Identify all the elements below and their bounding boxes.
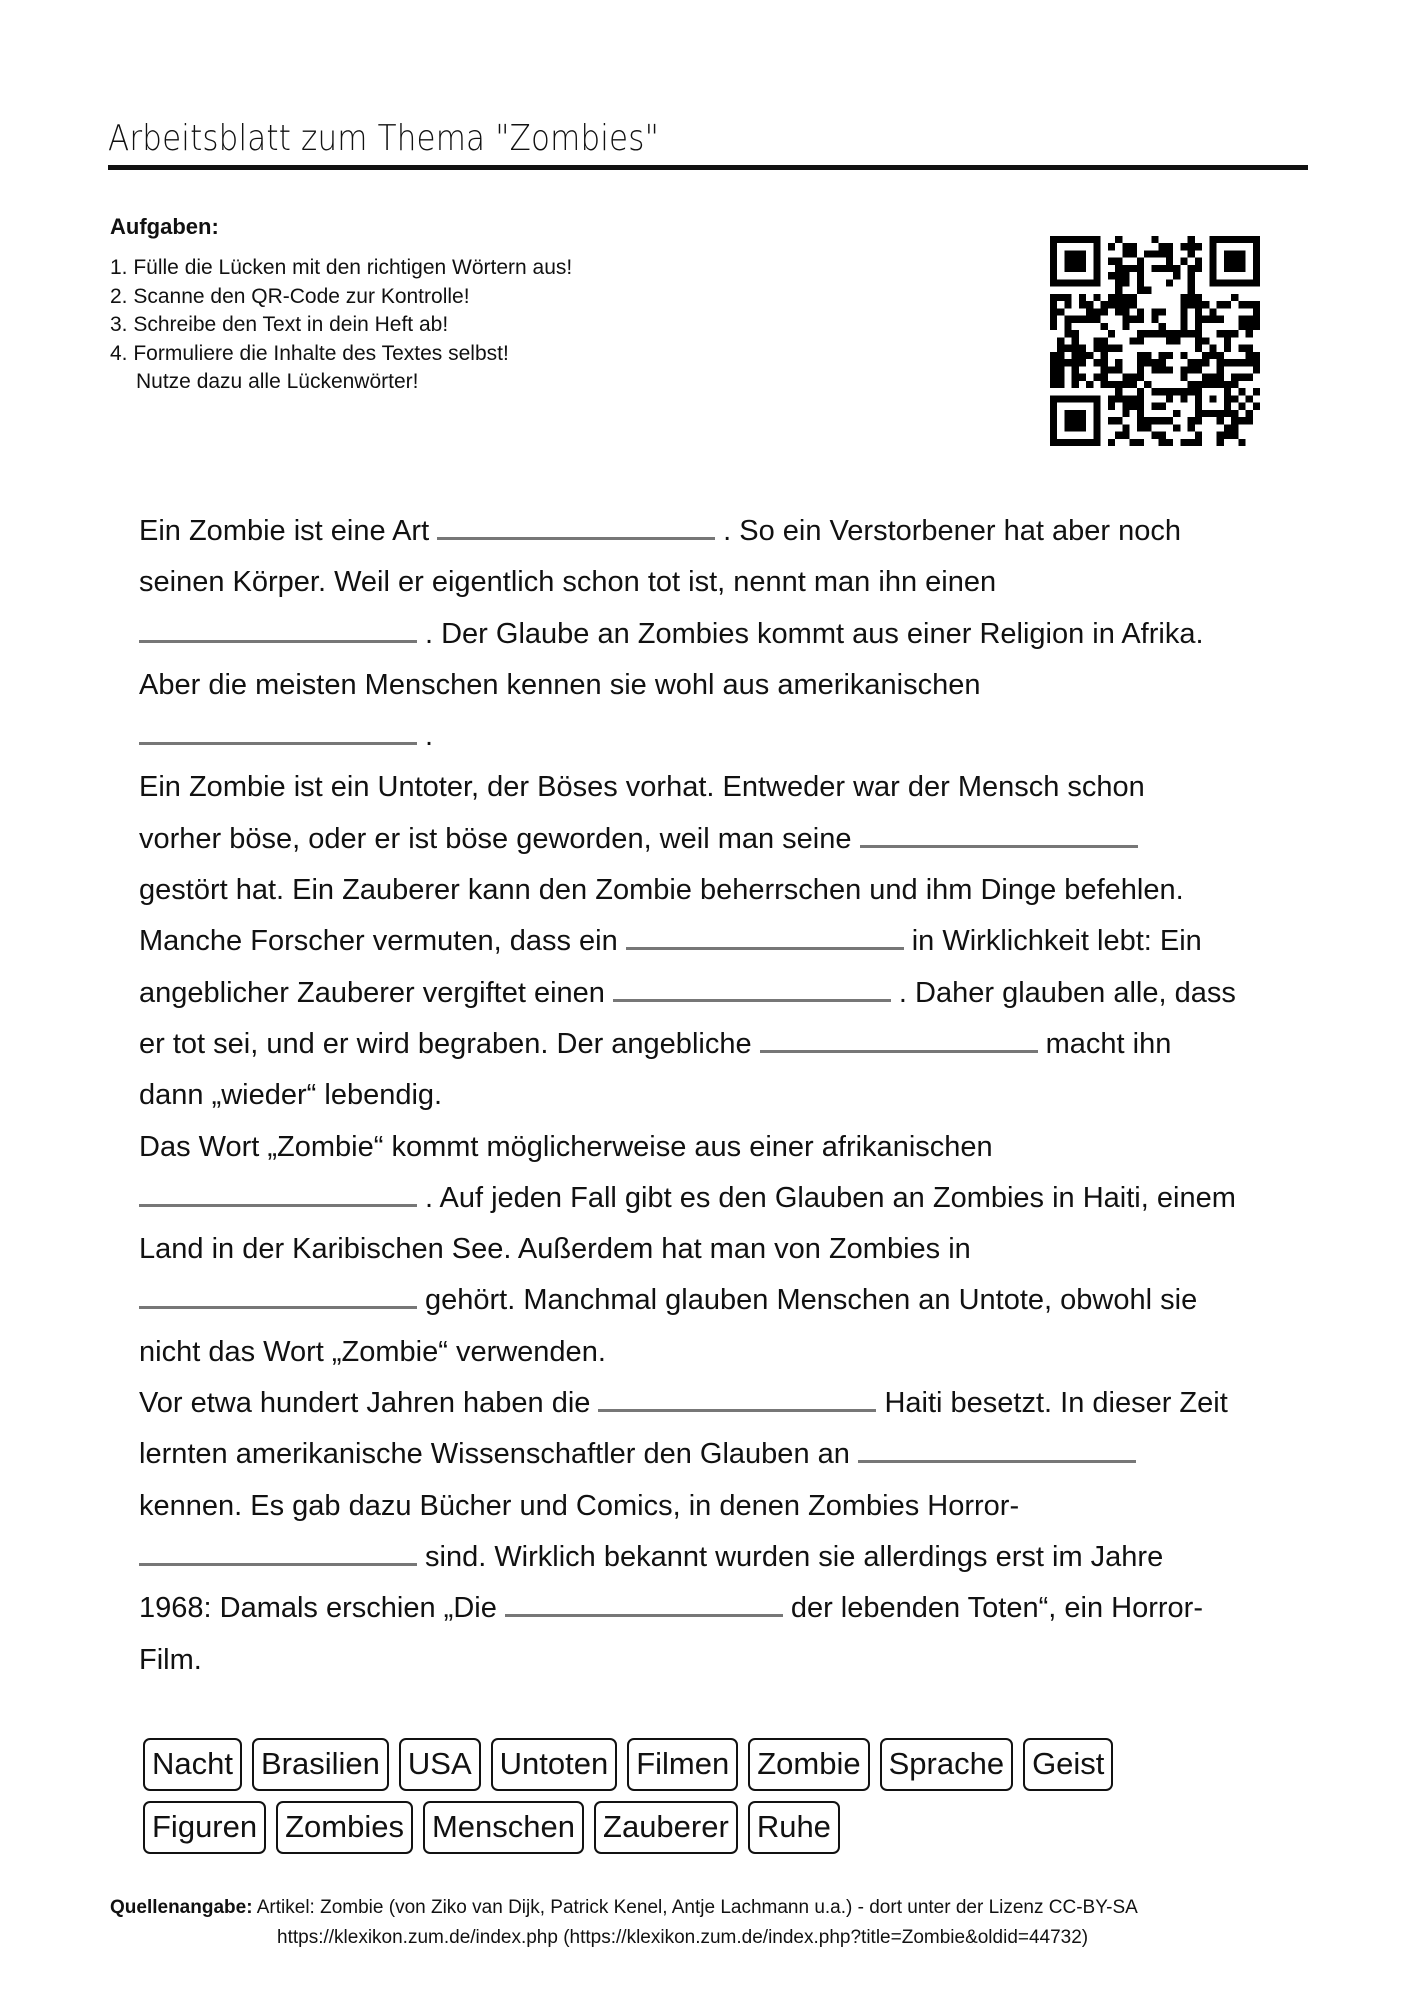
blank-gap[interactable] [139, 1305, 417, 1309]
text-segment: angeblicher Zauberer vergiftet einen [139, 976, 605, 1009]
word-chip[interactable]: Zombie [748, 1738, 869, 1791]
blank-gap[interactable] [626, 946, 904, 950]
text-segment: gehört. Manchmal glauben Menschen an Untote, obwohl sie [425, 1284, 1198, 1317]
text-segment: macht ihn [1045, 1027, 1172, 1060]
blank-gap[interactable] [860, 844, 1138, 848]
text-line [139, 814, 1319, 865]
text-segment: vorher böse, oder er ist böse geworden, weil man seine [139, 822, 852, 855]
task-item: 4. Formuliere die Inhalte des Textes selbst! [110, 341, 509, 365]
text-segment: in Wirklichkeit lebt: Ein [911, 925, 1202, 958]
text-segment: er tot sei, und er wird begraben. Der angebliche [139, 1027, 752, 1060]
text-segment: Land in der Karibischen See. Außerdem hat man von Zombies in [139, 1233, 971, 1266]
task-item: Nutze dazu alle Lückenwörter! [136, 370, 419, 393]
task-list [110, 254, 572, 397]
text-segment: der lebenden Toten“, ein Horror- [790, 1592, 1203, 1625]
word-chip[interactable]: Filmen [627, 1738, 738, 1791]
text-segment: Aber die meisten Menschen kennen sie wohl aus amerikanischen [139, 668, 981, 701]
word-bank [143, 1738, 1243, 1864]
text-line [139, 1481, 1319, 1532]
text-segment: Ein Zombie ist ein Untoter, der Böses vorhat. Entweder war der Mensch schon [139, 771, 1145, 804]
blank-gap[interactable] [437, 536, 715, 540]
word-chip[interactable]: Untoten [491, 1738, 618, 1791]
text-segment: lernten amerikanische Wissenschaftler den Glauben an [139, 1438, 850, 1471]
text-line [139, 660, 1319, 711]
blank-gap[interactable] [858, 1459, 1136, 1463]
text-segment: Film. [139, 1643, 202, 1676]
source-url[interactable]: https://klexikon.zum.de/index.php (https://klexikon.zum.de/index.php?title=Zombie&oldid=44732) [277, 1927, 1089, 1948]
page-title: Arbeitsblatt zum Thema "Zombies" [108, 118, 659, 159]
word-chip[interactable]: Zombies [276, 1801, 413, 1854]
word-chip[interactable]: USA [399, 1738, 481, 1791]
word-chip[interactable]: Menschen [423, 1801, 584, 1854]
word-chip[interactable]: Zauberer [594, 1801, 738, 1854]
blank-gap[interactable] [139, 639, 417, 643]
task-item: 2. Scanne den QR-Code zur Kontrolle! [110, 284, 470, 308]
text-line [139, 968, 1319, 1019]
text-segment: seinen Körper. Weil er eigentlich schon tot ist, nennt man ihn einen [139, 566, 997, 599]
word-chip[interactable]: Ruhe [748, 1801, 840, 1854]
text-line [139, 1173, 1319, 1224]
text-line [139, 1583, 1319, 1634]
word-chip[interactable]: Nacht [143, 1738, 242, 1791]
text-line [139, 1532, 1319, 1583]
text-segment: . So ein Verstorbener hat aber noch [723, 515, 1181, 547]
text-segment: nicht das Wort „Zombie“ verwenden. [139, 1335, 606, 1368]
text-line [139, 865, 1319, 916]
word-bank-row [143, 1738, 1243, 1791]
text-segment: . Daher glauben alle, dass [898, 976, 1236, 1009]
text-segment: gestört hat. Ein Zauberer kann den Zombie beherrschen und ihm Dinge befehlen. [139, 874, 1184, 907]
text-segment: Haiti besetzt. In dieser Zeit [884, 1387, 1228, 1420]
text-line [139, 762, 1319, 813]
blank-gap[interactable] [598, 1408, 876, 1412]
task-item: 1. Fülle die Lücken mit den richtigen Wörtern aus! [110, 256, 573, 279]
text-line [139, 1378, 1319, 1429]
text-line [139, 1429, 1319, 1480]
text-line [139, 1275, 1319, 1326]
blank-gap[interactable] [505, 1613, 783, 1617]
text-line [139, 557, 1319, 608]
word-bank-row [143, 1801, 1243, 1854]
blank-gap[interactable] [139, 1203, 417, 1207]
text-line [139, 711, 1319, 762]
word-chip[interactable]: Sprache [880, 1738, 1013, 1791]
qr-code[interactable] [1050, 236, 1260, 446]
blank-gap[interactable] [139, 1562, 417, 1566]
text-line [139, 1019, 1319, 1070]
text-line [139, 916, 1319, 967]
text-segment: . Der Glaube an Zombies kommt aus einer Religion in Afrika. [425, 617, 1204, 650]
text-segment: 1968: Damals erschien „Die [139, 1592, 497, 1625]
word-chip[interactable]: Figuren [143, 1801, 266, 1854]
text-segment: dann „wieder“ lebendig. [139, 1079, 443, 1112]
text-line [139, 1635, 1319, 1686]
text-line [139, 506, 1319, 557]
text-line [139, 1327, 1319, 1378]
task-item: 3. Schreibe den Text in dein Heft ab! [110, 313, 449, 336]
source-citation [110, 1893, 1138, 1953]
text-segment: Das Wort „Zombie“ kommt möglicherweise aus einer afrikanischen [139, 1130, 993, 1163]
text-segment: kennen. Es gab dazu Bücher und Comics, in denen Zombies Horror- [139, 1489, 1020, 1522]
blank-gap[interactable] [613, 998, 891, 1002]
cloze-text [139, 506, 1319, 1686]
blank-gap[interactable] [139, 741, 417, 745]
text-segment: . [425, 720, 434, 753]
word-chip[interactable]: Geist [1023, 1738, 1113, 1791]
text-line [139, 609, 1319, 660]
tasks-heading: Aufgaben: [110, 214, 219, 239]
text-segment: Vor etwa hundert Jahren haben die [139, 1387, 591, 1420]
text-segment: . Auf jeden Fall gibt es den Glauben an Zombies in Haiti, einem [425, 1181, 1236, 1214]
blank-gap[interactable] [760, 1049, 1038, 1053]
text-line [139, 1122, 1319, 1173]
text-segment: Ein Zombie ist eine Art [139, 515, 430, 547]
text-segment: Manche Forscher vermuten, dass ein [139, 925, 618, 958]
text-line [139, 1070, 1319, 1121]
source-text: Artikel: Zombie (von Ziko van Dijk, Patrick Kenel, Antje Lachmann u.a.) - dort unter der Lizenz CC-BY-SA [252, 1897, 1138, 1918]
text-line [139, 1224, 1319, 1275]
word-chip[interactable]: Brasilien [252, 1738, 389, 1791]
source-label: Quellenangabe: [110, 1897, 253, 1918]
title-rule [108, 165, 1308, 170]
text-segment: sind. Wirklich bekannt wurden sie allerdings erst im Jahre [425, 1540, 1164, 1573]
